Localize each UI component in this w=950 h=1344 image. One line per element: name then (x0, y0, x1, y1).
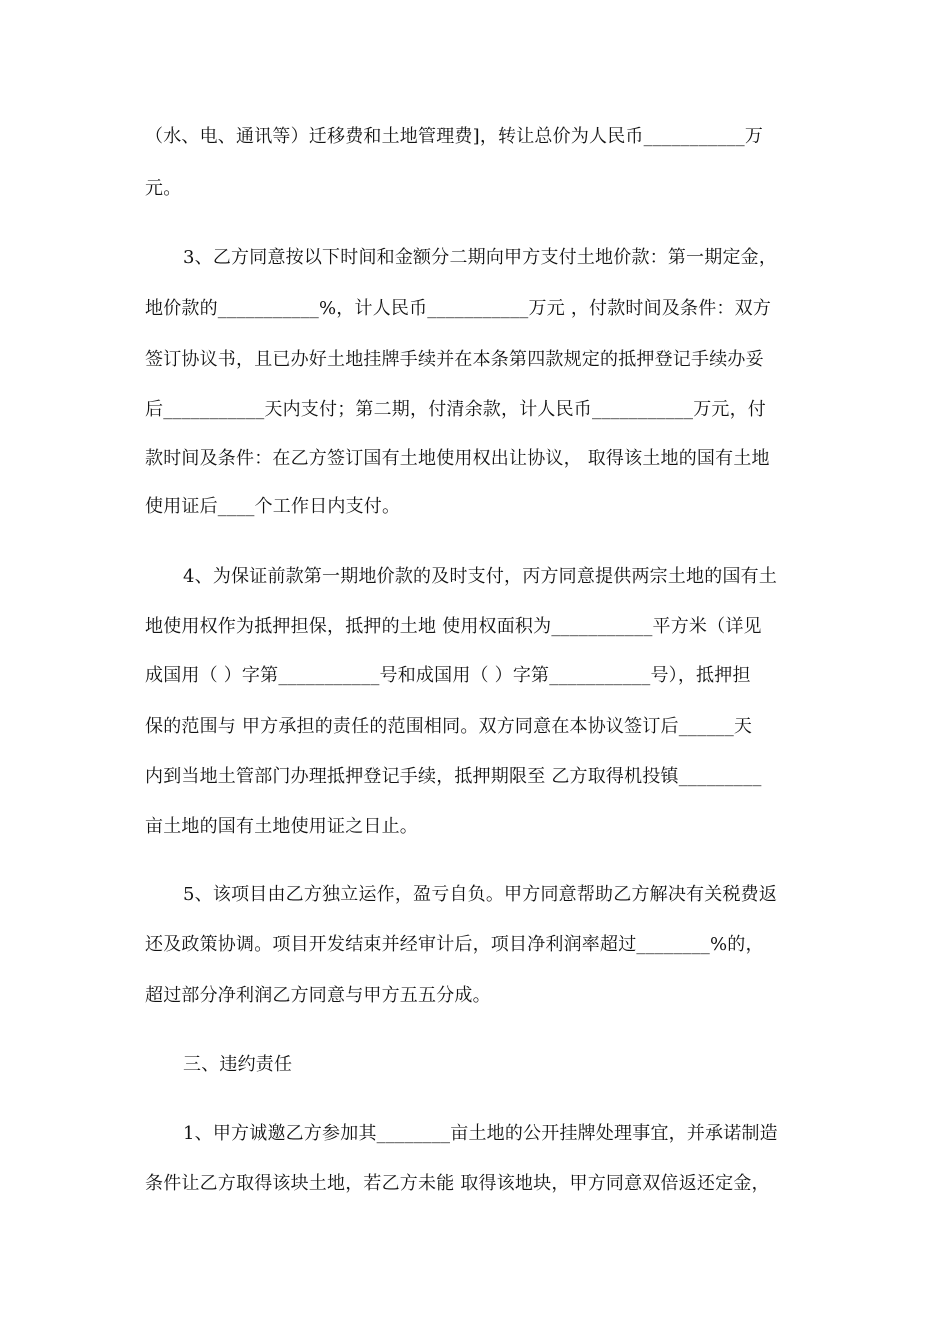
text-line: 条件让乙方取得该块土地，若乙方未能 取得该地块，甲方同意双倍返还定金， (145, 1173, 770, 1194)
text-line: 地使用权作为抵押担保，抵押的土地 使用权面积为___________平方米（详见 (145, 616, 762, 637)
text-line: 亩土地的国有土地使用证之日止。 (145, 816, 418, 837)
text-line: 成国用（ ）字第___________号和成国用（ ）字第___________号），抵押担 (145, 665, 751, 686)
text-line: 地价款的___________%，计人民币___________万元 ，付款时间及条件：双方 (145, 298, 772, 319)
breach-clause-1-first-line: 1、甲方诚邀乙方参加其________亩土地的公开挂牌处理事宜，并承诺制造 (183, 1123, 778, 1144)
text-line: （水、电、通讯等）迁移费和土地管理费]，转让总价为人民币___________万 (145, 126, 764, 147)
clause-3-first-line: 3、乙方同意按以下时间和金额分二期向甲方支付土地价款：第一期定金， (183, 247, 778, 268)
section-heading-breach-liability: 三、违约责任 (183, 1054, 293, 1075)
text-line: 款时间及条件：在乙方签订国有土地使用权出让协议， 取得该土地的国有土地 (145, 448, 770, 469)
clause-5-first-line: 5、该项目由乙方独立运作，盈亏自负。甲方同意帮助乙方解决有关税费返 (183, 884, 778, 905)
text-line: 签订协议书，且已办好土地挂牌手续并在本条第四款规定的抵押登记手续办妥 (145, 349, 764, 370)
text-line: 元。 (145, 178, 182, 199)
text-line: 使用证后____个工作日内支付。 (145, 496, 401, 517)
clause-4-first-line: 4、为保证前款第一期地价款的及时支付，丙方同意提供两宗土地的国有土 (183, 566, 778, 587)
text-line: 超过部分净利润乙方同意与甲方五五分成。 (145, 985, 491, 1006)
text-line: 还及政策协调。项目开发结束并经审计后，项目净利润率超过________%的， (145, 934, 764, 955)
text-line: 内到当地土管部门办理抵押登记手续，抵押期限至 乙方取得机投镇_________ (145, 766, 762, 787)
text-line: 保的范围与 甲方承担的责任的范围相同。双方同意在本协议签订后______天 (145, 716, 753, 737)
text-line: 后___________天内支付；第二期，付清余款，计人民币___________万元，付 (145, 399, 766, 420)
